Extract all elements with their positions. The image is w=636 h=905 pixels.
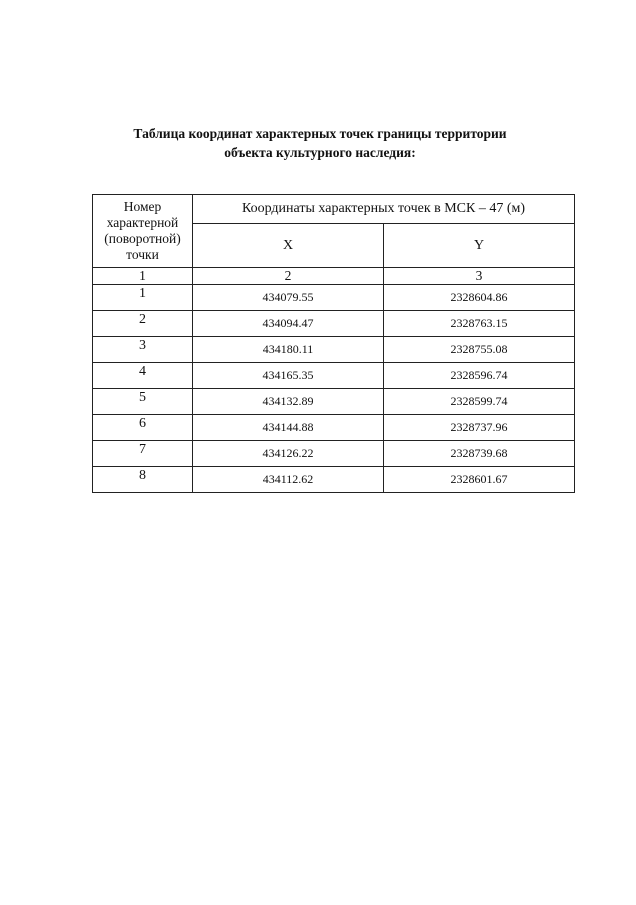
table-row xyxy=(93,441,575,467)
x-coordinate: 434126.22 xyxy=(193,441,384,467)
y-coordinate: 2328737.96 xyxy=(384,415,575,441)
x-coordinate: 434180.11 xyxy=(193,337,384,363)
column-number: 1 xyxy=(93,268,193,285)
table-row xyxy=(93,311,575,337)
y-coordinate: 2328599.74 xyxy=(384,389,575,415)
y-coordinate: 2328755.08 xyxy=(384,337,575,363)
table-row xyxy=(93,389,575,415)
column-number-row xyxy=(93,268,575,285)
y-coordinate: 2328763.15 xyxy=(384,311,575,337)
point-number: 5 xyxy=(93,389,193,415)
table-row xyxy=(93,415,575,441)
column-number: 2 xyxy=(193,268,384,285)
point-number: 6 xyxy=(93,415,193,441)
x-coordinate: 434132.89 xyxy=(193,389,384,415)
point-number: 8 xyxy=(93,467,193,493)
y-coordinate: 2328596.74 xyxy=(384,363,575,389)
x-coordinate: 434094.47 xyxy=(193,311,384,337)
y-coordinate: 2328604.86 xyxy=(384,285,575,311)
column-number: 3 xyxy=(384,268,575,285)
x-coordinate: 434144.88 xyxy=(193,415,384,441)
table-row xyxy=(93,337,575,363)
document-title xyxy=(60,124,580,162)
x-coordinate: 434112.62 xyxy=(193,467,384,493)
title-line-2: объекта культурного наследия: xyxy=(224,145,416,160)
point-number: 3 xyxy=(93,337,193,363)
x-coordinate: 434165.35 xyxy=(193,363,384,389)
header-y: Y xyxy=(384,224,575,268)
header-coordinates: Координаты характерных точек в МСК – 47 (м) xyxy=(193,195,575,224)
table-row xyxy=(93,363,575,389)
y-coordinate: 2328739.68 xyxy=(384,441,575,467)
x-coordinate: 434079.55 xyxy=(193,285,384,311)
header-point-number: Номер характерной (поворотной) точки xyxy=(93,195,193,268)
title-line-1: Таблица координат характерных точек границы территории xyxy=(133,126,507,141)
table-row xyxy=(93,467,575,493)
point-number: 7 xyxy=(93,441,193,467)
point-number: 1 xyxy=(93,285,193,311)
point-number: 4 xyxy=(93,363,193,389)
y-coordinate: 2328601.67 xyxy=(384,467,575,493)
coordinates-table xyxy=(92,194,575,493)
table-row xyxy=(93,285,575,311)
point-number: 2 xyxy=(93,311,193,337)
header-x: X xyxy=(193,224,384,268)
